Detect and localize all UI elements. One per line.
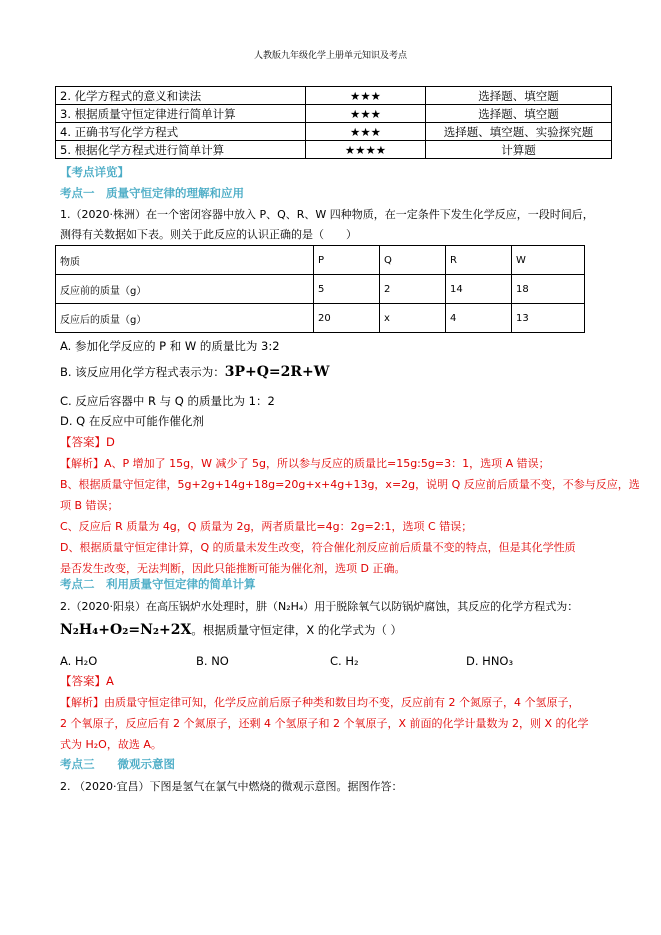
- cell: 14: [446, 275, 512, 304]
- table-row: [56, 141, 612, 159]
- table-header-row: [56, 246, 585, 275]
- cell: 反应前的质量（g）: [56, 275, 314, 304]
- option-b: [60, 364, 329, 380]
- cell: 13: [512, 304, 585, 333]
- analysis-line: 【解析】A、P 增加了 15g，W 减少了 5g，所以参与反应的质量比=15g:5g=3：1，选项 A 错误；: [60, 457, 550, 470]
- table-row: [56, 105, 612, 123]
- q2-text: 2.（2020·阳泉）在高压锅炉水处理时，肼（N₂H₄）用于脱除氧气以防锅炉腐蚀，其反应的化学方程式为：: [60, 600, 579, 613]
- cell: 18: [512, 275, 585, 304]
- analysis-line: 2 个氧原子，反应后有 2 个氮原子，还剩 4 个氢原子和 2 个氧原子，X 前面的化学计量数为 2，则 X 的化学: [60, 717, 589, 730]
- item-cell: 2. 化学方程式的意义和读法: [56, 87, 306, 105]
- header-cell: R: [446, 246, 512, 275]
- option-b-text: B. 该反应用化学方程式表示为：: [60, 365, 225, 379]
- topic-3-heading: 考点三 微观示意图: [60, 757, 175, 771]
- types-cell: 选择题、填空题: [426, 105, 612, 123]
- analysis-line: C、反应后 R 质量为 4g，Q 质量为 2g，两者质量比=4g：2g=2:1，选项 C 错误；: [60, 520, 473, 533]
- q2-equation-line: [60, 622, 402, 638]
- item-cell: 4. 正确书写化学方程式: [56, 123, 306, 141]
- types-cell: 选择题、填空题: [426, 87, 612, 105]
- q1-text: 测得有关数据如下表。则关于此反应的认识正确的是（ ）: [60, 228, 357, 241]
- option-d: D. HNO₃: [466, 654, 514, 668]
- analysis-line: 是否发生改变，无法判断，因此只能推断可能为催化剂，选项 D 正确。: [60, 562, 406, 575]
- cell: 4: [446, 304, 512, 333]
- types-cell: 选择题、填空题、实验探究题: [426, 123, 612, 141]
- option-b: B. NO: [196, 654, 229, 668]
- option-a: A. 参加化学反应的 P 和 W 的质量比为 3:2: [60, 339, 280, 353]
- topic-1-heading: 考点一 质量守恒定律的理解和应用: [60, 186, 244, 200]
- analysis-line: 项 B 错误；: [60, 499, 119, 512]
- table-row: [56, 123, 612, 141]
- cell: 20: [314, 304, 380, 333]
- section-title: 【考点详览】: [60, 165, 129, 179]
- q1-text: 1.（2020·株洲）在一个密闭容器中放入 P、Q、R、W 四种物质，在一定条件下发生化学反应，一段时间后，: [60, 208, 594, 221]
- page-header: 人教版九年级化学上册单元知识及考点: [253, 51, 407, 61]
- cell: 2: [380, 275, 446, 304]
- equation: 3P+Q=2R+W: [224, 364, 330, 380]
- q3-text: 2. （2020·宜昌）下图是氢气在氯气中燃烧的微观示意图。据图作答：: [60, 780, 403, 793]
- stars-cell: ★★★: [306, 87, 426, 105]
- overview-table: [55, 86, 612, 159]
- analysis-line: 【解析】由质量守恒定律可知，化学反应前后原子种类和数目均不变，反应前有 2 个氮原子，4 个氢原子，: [60, 696, 580, 709]
- option-c: C. H₂: [330, 654, 359, 668]
- header-cell: P: [314, 246, 380, 275]
- table-row: [56, 275, 585, 304]
- analysis-line: B、根据质量守恒定律，5g+2g+14g+18g=20g+x+4g+13g，x=2g，说明 Q 反应前后质量不变，不参与反应，选: [60, 478, 640, 491]
- cell: x: [380, 304, 446, 333]
- stars-cell: ★★★: [306, 123, 426, 141]
- header-cell: Q: [380, 246, 446, 275]
- analysis-line: 式为 H₂O，故选 A。: [60, 738, 162, 751]
- stars-cell: ★★★: [306, 105, 426, 123]
- option-c: C. 反应后容器中 R 与 Q 的质量比为 1：2: [60, 394, 275, 408]
- analysis-line: D、根据质量守恒定律计算，Q 的质量未发生改变，符合催化剂反应前后质量不变的特点，但是其化学性质: [60, 541, 576, 554]
- item-cell: 3. 根据质量守恒定律进行简单计算: [56, 105, 306, 123]
- cell: 5: [314, 275, 380, 304]
- table-row: [56, 304, 585, 333]
- option-a: A. H₂O: [60, 654, 98, 668]
- header-cell: 物质: [56, 246, 314, 275]
- option-d: D. Q 在反应中可能作催化剂: [60, 414, 204, 428]
- q2-text: 。根据质量守恒定律，X 的化学式为（ ）: [191, 623, 403, 637]
- types-cell: 计算题: [426, 141, 612, 159]
- data-table: [55, 245, 585, 333]
- header-cell: W: [512, 246, 585, 275]
- equation: N₂H₄+O₂=N₂+2X: [60, 622, 192, 638]
- topic-2-heading: 考点二 利用质量守恒定律的简单计算: [60, 577, 256, 591]
- answer: 【答案】D: [60, 435, 115, 449]
- stars-cell: ★★★★: [306, 141, 426, 159]
- item-cell: 5. 根据化学方程式进行简单计算: [56, 141, 306, 159]
- cell: 反应后的质量（g）: [56, 304, 314, 333]
- table-row: [56, 87, 612, 105]
- answer: 【答案】A: [60, 674, 114, 688]
